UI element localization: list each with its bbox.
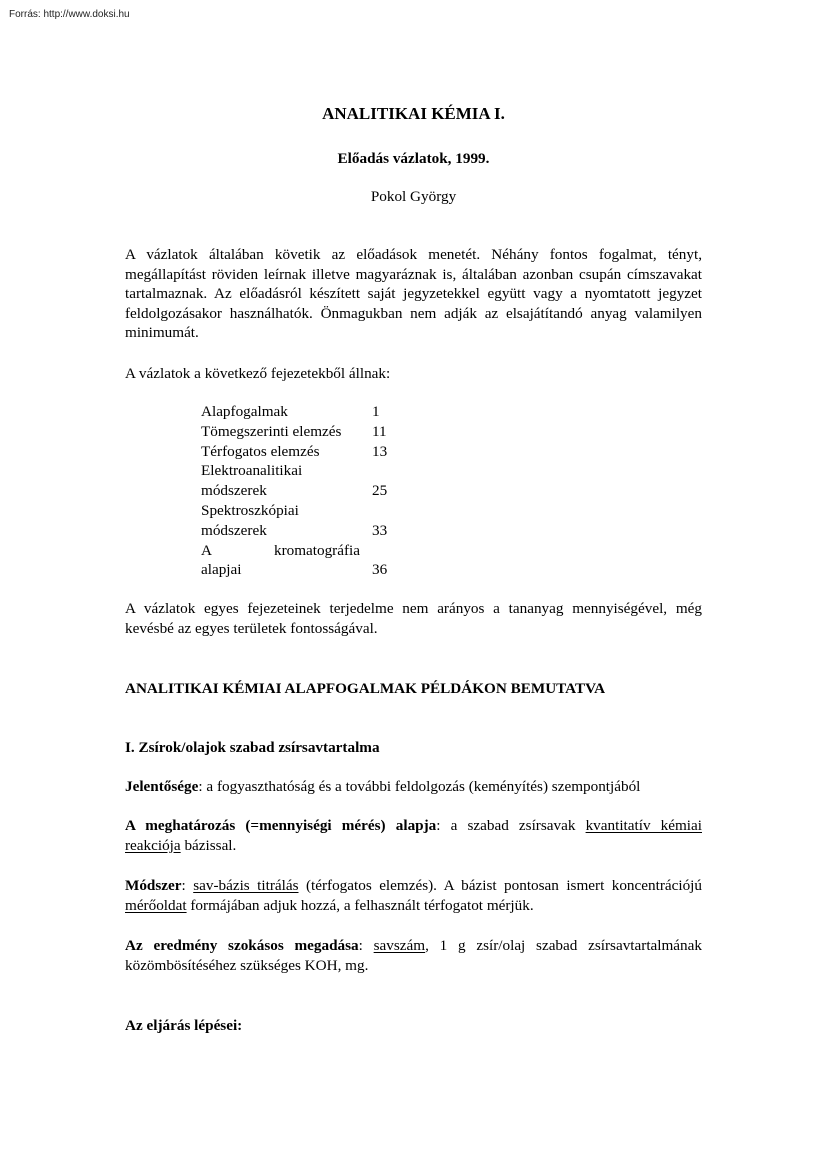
chapter-row xyxy=(201,422,387,442)
toc-intro: A vázlatok a következő fejezetekből állnak: xyxy=(125,365,391,382)
chapter-page: 33 xyxy=(372,521,388,539)
chapter-row xyxy=(201,461,387,481)
chapter-page: 11 xyxy=(372,422,387,440)
basis-text: : a szabad zsírsavak xyxy=(436,817,586,834)
result-paragraph xyxy=(125,936,702,975)
method-underlined-term: sav-bázis titrálás xyxy=(193,877,299,894)
basis-paragraph xyxy=(125,816,702,855)
chapter-name-continued: alapjai xyxy=(201,561,242,579)
chapter-row-continued xyxy=(201,481,387,501)
result-text: : xyxy=(358,937,374,954)
section-heading: ANALITIKAI KÉMIAI ALAPFOGALMAK PÉLDÁKON BEMUTATVA xyxy=(125,680,606,697)
subsection-heading: I. Zsírok/olajok szabad zsírsavtartalma xyxy=(125,739,380,756)
significance-paragraph xyxy=(125,777,702,797)
chapter-page: 36 xyxy=(372,561,388,579)
chapter-name: Tömegszerinti elemzés xyxy=(201,422,342,440)
basis-label: A meghatározás (=mennyiségi mérés) alapja xyxy=(125,817,437,834)
chapter-name: Spektroszkópiai xyxy=(201,501,299,519)
result-text-end: , 1 g zsír/olaj szabad zsírsavtartalmának közömbösítéséhez szükséges KOH, mg. xyxy=(125,937,702,974)
chapter-name: Alapfogalmak xyxy=(201,403,288,420)
method-text-middle: (térfogatos elemzés). A bázist pontosan ismert koncentrációjú xyxy=(298,877,702,894)
chapter-name: Térfogatos elemzés xyxy=(201,442,320,460)
method-paragraph xyxy=(125,876,702,915)
chapter-row-continued xyxy=(201,560,387,580)
document-title: ANALITIKAI KÉMIA I. xyxy=(322,104,505,123)
chapter-name-continued: módszerek xyxy=(201,482,267,500)
significance-text: : a fogyaszthatóság és a további feldolgozás (keményítés) szempontjából xyxy=(198,778,641,795)
result-underlined-term: savszám xyxy=(373,937,426,954)
basis-underlined-term: kvantitatív kémiai reakciója xyxy=(125,817,702,854)
document-author: Pokol György xyxy=(370,188,457,205)
method-label: Módszer xyxy=(125,877,182,894)
chapter-row xyxy=(201,442,387,462)
chapter-name: Elektroanalitikai xyxy=(201,462,303,480)
toc-outro-paragraph: A vázlatok egyes fejezeteinek terjedelme nem arányos a tananyag mennyiségével, még kevésbé az egyes területek fontosságával. xyxy=(125,600,702,637)
chapter-page: 13 xyxy=(372,442,388,460)
result-label: Az eredmény szokásos megadása xyxy=(125,937,359,954)
chapter-row xyxy=(201,541,387,561)
method-underlined-term-2: mérőoldat xyxy=(125,896,187,914)
steps-heading: Az eljárás lépései: xyxy=(125,1017,243,1034)
chapter-name: A kromatográfia xyxy=(201,541,360,559)
method-text: : xyxy=(181,877,194,894)
chapter-name-continued: módszerek xyxy=(201,521,267,539)
chapter-list xyxy=(201,402,387,580)
basis-text-end: bázissal. xyxy=(180,836,237,854)
document-subtitle: Előadás vázlatok, 1999. xyxy=(337,150,490,167)
intro-paragraph: A vázlatok általában követik az előadások menetét. Néhány fontos fogalmat, tényt, megállapítást röviden leírnak illetve magyaráznak is, általában azonban csupán címszavakat tartalmaznak. Az előadásról készített saját jegyzetekkel együtt vagy a nyomtatott jegyzet feldolgozásakor használhatók. Önmagukban nem adják az elsajátítandó anyag valamilyen minimumát. xyxy=(125,246,702,342)
chapter-row xyxy=(201,402,387,422)
chapter-row-continued xyxy=(201,521,387,541)
source-watermark: Forrás: http://www.doksi.hu xyxy=(9,9,130,20)
chapter-page: 1 xyxy=(372,403,380,420)
chapter-page: 25 xyxy=(372,482,388,500)
method-text-end: formájában adjuk hozzá, a felhasznált térfogatot mérjük. xyxy=(186,896,534,914)
significance-label: Jelentősége xyxy=(125,778,199,795)
chapter-row xyxy=(201,501,387,521)
